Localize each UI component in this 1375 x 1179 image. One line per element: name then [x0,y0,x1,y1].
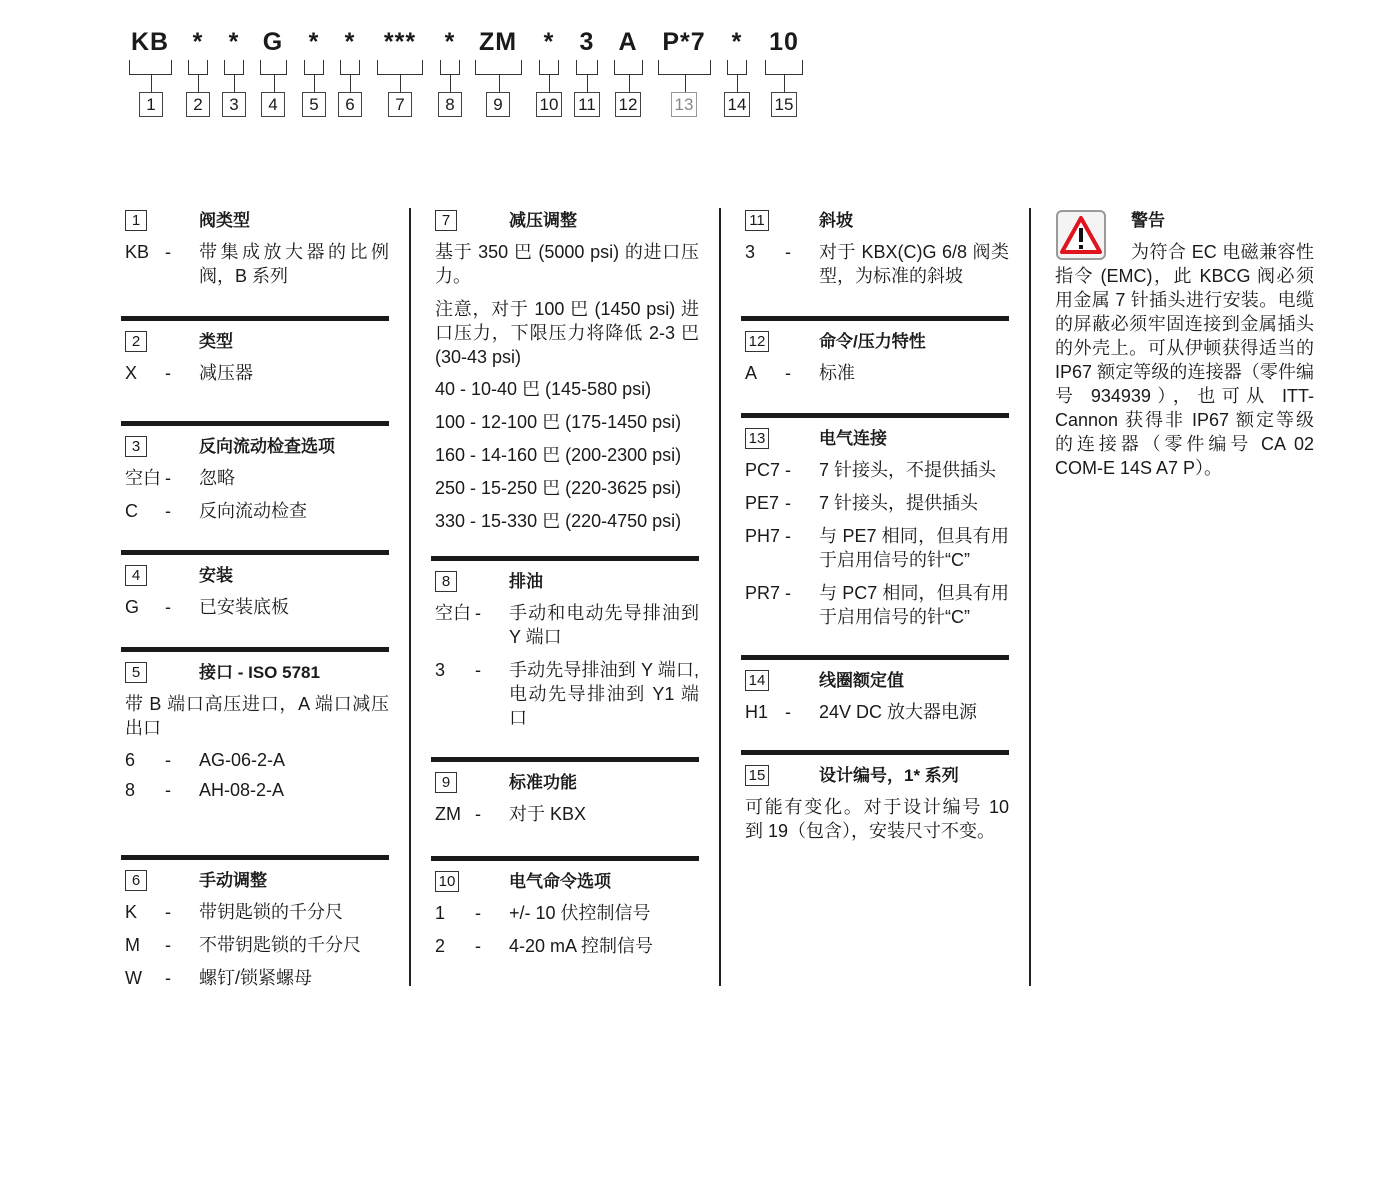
section-title: 命令/压力特性 [819,332,926,351]
section-number: 12 [745,331,769,352]
section-electrical-connection [741,413,1009,655]
section-number: 5 [125,662,147,683]
option-code: G [125,597,140,617]
section-number: 3 [125,436,147,457]
option-code: PR7 [745,583,781,603]
option-dash: - [165,597,171,617]
section-title: 设计编号，1* 系列 [819,766,959,785]
option-value: 24V DC 放大器电源 [819,702,978,722]
position-number-box: 5 [302,92,326,117]
code-segment: * [444,28,456,56]
option-value: 反向流动检查 [199,501,307,521]
section-number: 9 [435,772,457,793]
code-segment: * [228,28,240,56]
option-dash: - [785,242,791,262]
section-title: 安装 [199,566,233,585]
column-1 [121,210,389,1000]
option-value: 手动先导排油到 Y 端口,电动先导排油到 Y1 端口 [509,660,699,728]
position-number-box: 10 [536,92,562,117]
option-code: 1 [435,903,446,923]
code-segment: * [192,28,204,56]
option-code: 2 [435,936,446,956]
section-number: 2 [125,331,147,352]
position-number-box: 4 [261,92,285,117]
section-design-number [741,750,1009,855]
section-reverse-flow-check [121,421,389,550]
code-segment: KB [130,28,170,56]
option-dash: - [785,493,791,513]
column-divider [409,208,411,986]
code-segment: * [308,28,320,56]
section-valve-type [121,210,389,316]
option-code: PE7 [745,493,780,513]
code-bracket [440,60,460,75]
position-number-box: 8 [438,92,462,117]
code-bracket [765,60,803,75]
option-dash: - [475,603,481,623]
option-dash: - [165,242,171,262]
position-number-box: 11 [574,92,600,117]
position-number-box: 15 [771,92,797,117]
option-code: ZM [435,804,461,824]
code-segment: A [618,28,638,56]
section-title: 减压调整 [509,211,577,230]
code-segment: * [344,28,356,56]
option-value: 螺钉/锁紧螺母 [199,968,313,988]
code-bracket [340,60,360,75]
section-interface [121,647,389,855]
position-number-box: 6 [338,92,362,117]
section-number: 4 [125,565,147,586]
option-code: KB [125,242,150,262]
position-number-box: 14 [724,92,750,117]
section-title: 接口 - ISO 5781 [199,663,320,682]
position-number-box: 7 [388,92,412,117]
section-pressure-adjustment [431,210,699,556]
option-value: 带集成放大器的比例阀，B 系列 [199,242,389,286]
option-dash: - [785,460,791,480]
column-2 [431,210,699,971]
code-bracket [614,60,643,75]
option-value: +/- 10 伏控制信号 [509,903,651,923]
option-code: C [125,501,138,521]
position-number-box: 1 [139,92,163,117]
code-bracket [304,60,324,75]
section-ramp [741,210,1009,316]
column-divider [719,208,721,986]
option-code: 空白 [435,603,471,623]
option-value: AH-08-2-A [199,780,285,800]
position-number-box: 13 [671,92,697,117]
option-code: H1 [745,702,769,722]
section-title: 电气连接 [819,429,887,448]
option-code: 6 [125,750,136,770]
option-value: 与 PE7 相同，但具有用于启用信号的针“C” [819,526,1009,570]
section-electrical-command [431,856,699,971]
code-bracket [224,60,244,75]
pressure-range-line: 100 - 12-100 巴 (175-1450 psi) [435,412,682,432]
section-title: 排油 [509,572,543,591]
section-number: 8 [435,571,457,592]
pressure-range-line: 40 - 10-40 巴 (145-580 psi) [435,379,652,399]
option-dash: - [475,804,481,824]
code-bracket [658,60,711,75]
code-segment: 10 [769,28,799,56]
code-segment: ZM [478,28,518,56]
column-divider [1029,208,1031,986]
section-manual-adjustment [121,855,389,1000]
code-segment: * [543,28,555,56]
option-dash: - [785,363,791,383]
option-dash: - [475,936,481,956]
pressure-range-line: 160 - 14-160 巴 (200-2300 psi) [435,445,682,465]
option-dash: - [165,363,171,383]
option-code: 8 [125,780,136,800]
section-command-pressure [741,316,1009,413]
option-value: 7 针接头，不提供插头 [819,460,997,480]
section-type [121,316,389,421]
warning-text: 为符合 EC 电磁兼容性指令 (EMC)，此 KBCG 阀必须用金属 7 针插头进行安装。电缆的屏蔽必须牢固连接到金属插头的外壳上。可从伊顿获得适当的 IP67 额定等级的连接器（零件编号 934939），也可从 ITT-Cannon 获得非 IP67 额定等级的连接器（零件编号 CA 02 COM-E 14S A7 P）。 [1055,242,1314,478]
option-value: 7 针接头，提供插头 [819,493,979,513]
option-code: K [125,902,138,922]
section-title: 手动调整 [199,871,267,890]
section-intro: 可能有变化。对于设计编号 10 到 19（包含），安装尺寸不变。 [745,797,1009,841]
code-segment: P*7 [662,28,706,56]
code-bracket [727,60,747,75]
option-value: 对于 KBX [509,804,587,824]
option-code: 3 [745,242,756,262]
option-dash: - [165,935,171,955]
section-number: 11 [745,210,769,231]
code-segment: 3 [579,28,595,56]
option-dash: - [165,902,171,922]
option-code: A [745,363,758,383]
section-drain [431,556,699,757]
section-title: 反向流动检查选项 [199,437,335,456]
section-number: 13 [745,428,769,449]
section-standard-function [431,757,699,856]
option-dash: - [785,583,791,603]
section-number: 6 [125,870,147,891]
option-dash: - [165,468,171,488]
warning-title: 警告 [1131,211,1165,230]
column-3 [741,210,1009,855]
code-bracket [539,60,559,75]
option-value: 已安装底板 [199,597,289,617]
section-number: 14 [745,670,769,691]
section-coil-rating [741,655,1009,750]
option-value: 与 PC7 相同，但具有用于启用信号的针“C” [819,583,1009,627]
option-value: AG-06-2-A [199,750,286,770]
section-title: 线圈额定值 [819,671,904,690]
position-number-box: 9 [486,92,510,117]
code-segment: * [731,28,743,56]
option-code: PH7 [745,526,781,546]
option-code: W [125,968,142,988]
option-dash: - [785,526,791,546]
option-code: 空白 [125,468,161,488]
code-bracket [260,60,287,75]
code-bracket [188,60,208,75]
option-dash: - [475,660,481,680]
code-segment: *** [383,28,417,56]
option-value: 对于 KBX(C)G 6/8 阀类型，为标准的斜坡 [819,242,1009,286]
code-bracket [576,60,598,75]
code-bracket [475,60,522,75]
option-dash: - [785,702,791,722]
option-value: 减压器 [199,363,253,383]
section-intro: 基于 350 巴 (5000 psi) 的进口压力。 [435,242,699,286]
section-number: 7 [435,210,457,231]
code-bracket [377,60,423,75]
option-value: 标准 [819,363,855,383]
option-code: 3 [435,660,446,680]
section-number: 10 [435,871,459,892]
option-code: X [125,363,138,383]
option-value: 手动和电动先导排油到 Y 端口 [509,603,699,647]
option-value: 不带钥匙锁的千分尺 [199,935,361,955]
option-dash: - [165,750,171,770]
section-note: 注意，对于 100 巴 (1450 psi) 进口压力，下限压力将降低 2-3 巴 (30-43 psi) [435,299,699,367]
pressure-range-line: 330 - 15-330 巴 (220-4750 psi) [435,511,682,531]
section-intro: 带 B 端口高压进口，A 端口减压出口 [125,694,389,738]
code-segment: G [262,28,284,56]
code-bracket [129,60,172,75]
section-mounting [121,550,389,647]
option-value: 忽略 [199,468,235,488]
section-title: 阀类型 [199,211,250,230]
section-title: 标准功能 [509,773,577,792]
model-code-row [0,28,820,58]
option-dash: - [475,903,481,923]
option-code: M [125,935,140,955]
section-title: 斜坡 [819,211,853,230]
section-title: 类型 [199,332,233,351]
position-number-box: 12 [615,92,641,117]
option-value: 带钥匙锁的千分尺 [199,902,343,922]
position-number-box: 3 [222,92,246,117]
section-number: 1 [125,210,147,231]
position-number-box: 2 [186,92,210,117]
option-code: PC7 [745,460,781,480]
option-dash: - [165,501,171,521]
option-dash: - [165,968,171,988]
section-number: 15 [745,765,769,786]
option-value: 4-20 mA 控制信号 [509,936,654,956]
option-dash: - [165,780,171,800]
pressure-range-line: 250 - 15-250 巴 (220-3625 psi) [435,478,682,498]
section-title: 电气命令选项 [509,872,611,891]
model-code-brackets [0,60,820,120]
